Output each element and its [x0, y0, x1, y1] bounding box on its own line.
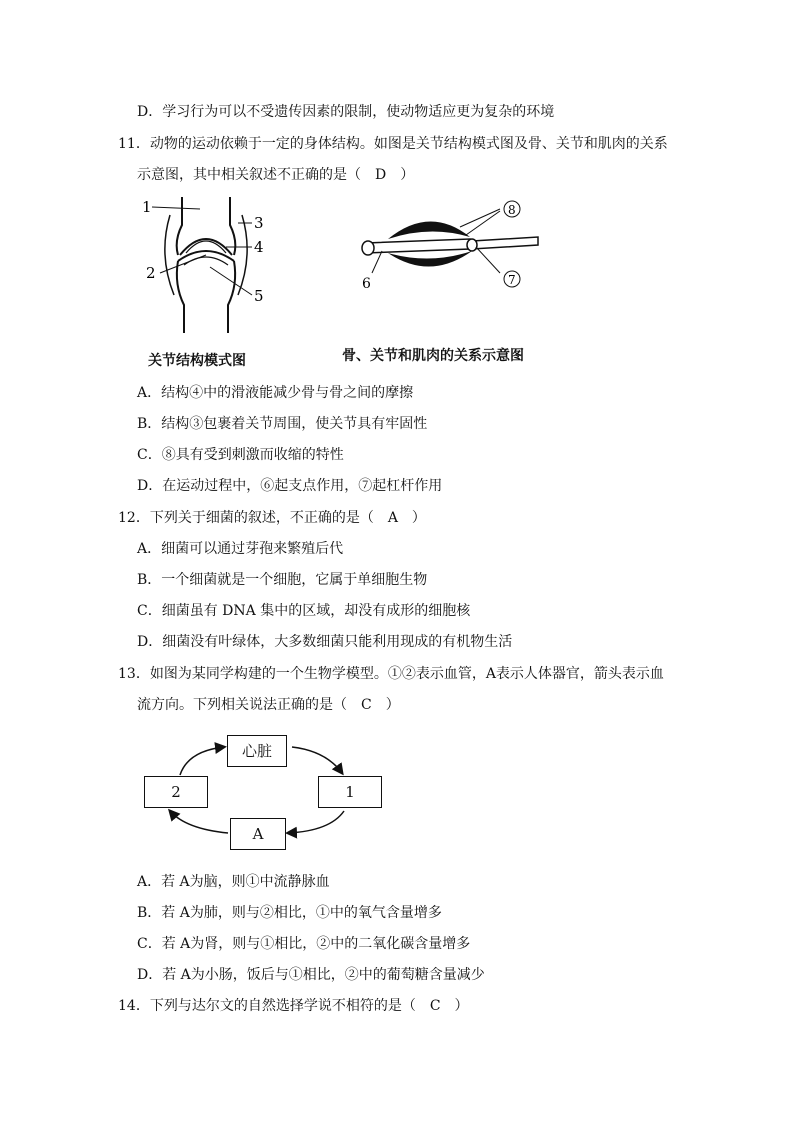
bone-muscle-figure [360, 195, 540, 295]
bone-label-8: 8 [508, 203, 516, 217]
joint-label-3: 3 [254, 214, 264, 232]
q12-option-b: B．一个细菌就是一个细胞，它属于单细胞生物 [137, 572, 428, 588]
caption-bone: 骨、关节和肌肉的关系示意图 [342, 348, 524, 364]
vessel-1-box: 1 [318, 776, 382, 808]
vessel-2-box: 2 [144, 776, 208, 808]
q11-option-a: A．结构④中的滑液能减少骨与骨之间的摩擦 [137, 385, 414, 401]
organ-a-box: A [230, 818, 286, 850]
joint-label-1: 1 [142, 198, 152, 216]
q11-option-d: D．在运动过程中，⑥起支点作用，⑦起杠杆作用 [137, 478, 443, 494]
q13-stem-line1: 13．如图为某同学构建的一个生物学模型。①②表示血管，A表示人体器官，箭头表示血 [118, 666, 664, 682]
joint-structure-figure [140, 195, 280, 335]
joint-label-4: 4 [254, 238, 264, 256]
q13-option-a: A．若 A为脑，则①中流静脉血 [137, 874, 330, 890]
q12-option-a: A．细菌可以通过芽孢来繁殖后代 [137, 541, 344, 557]
heart-box: 心脏 [227, 735, 287, 767]
q12-option-d: D．细菌没有叶绿体，大多数细菌只能利用现成的有机物生活 [137, 634, 513, 650]
bone-label-7: 7 [508, 273, 516, 287]
q13-option-c: C．若 A为肾，则与①相比，②中的二氧化碳含量增多 [137, 936, 471, 952]
bone-label-6: 6 [362, 276, 371, 292]
q13-option-b: B．若 A为肺，则与②相比，①中的氧气含量增多 [137, 905, 442, 921]
q12-option-c: C．细菌虽有 DNA 集中的区域，却没有成形的细胞核 [137, 603, 471, 619]
q11-option-c: C．⑧具有受到刺激而收缩的特性 [137, 447, 344, 463]
q11-stem-line2: 示意图，其中相关叙述不正确的是（ D ） [137, 167, 415, 183]
q13-stem-line2: 流方向。下列相关说法正确的是（ C ） [137, 697, 400, 713]
q12-stem: 12．下列关于细菌的叙述，不正确的是（ A ） [118, 510, 426, 526]
q14-stem: 14．下列与达尔文的自然选择学说不相符的是（ C ） [118, 998, 469, 1014]
q13-option-d: D．若 A为小肠，饭后与①相比，②中的葡萄糖含量减少 [137, 967, 485, 983]
q11-stem-line1: 11．动物的运动依赖于一定的身体结构。如图是关节结构模式图及骨、关节和肌肉的关系 [118, 136, 668, 152]
caption-joint: 关节结构模式图 [148, 353, 246, 369]
q11-option-b: B．结构③包裹着关节周围，使关节具有牢固性 [137, 416, 428, 432]
joint-label-5: 5 [254, 287, 264, 305]
joint-label-2: 2 [146, 264, 156, 282]
q10-option-d: D．学习行为可以不受遗传因素的限制，使动物适应更为复杂的环境 [137, 104, 555, 120]
